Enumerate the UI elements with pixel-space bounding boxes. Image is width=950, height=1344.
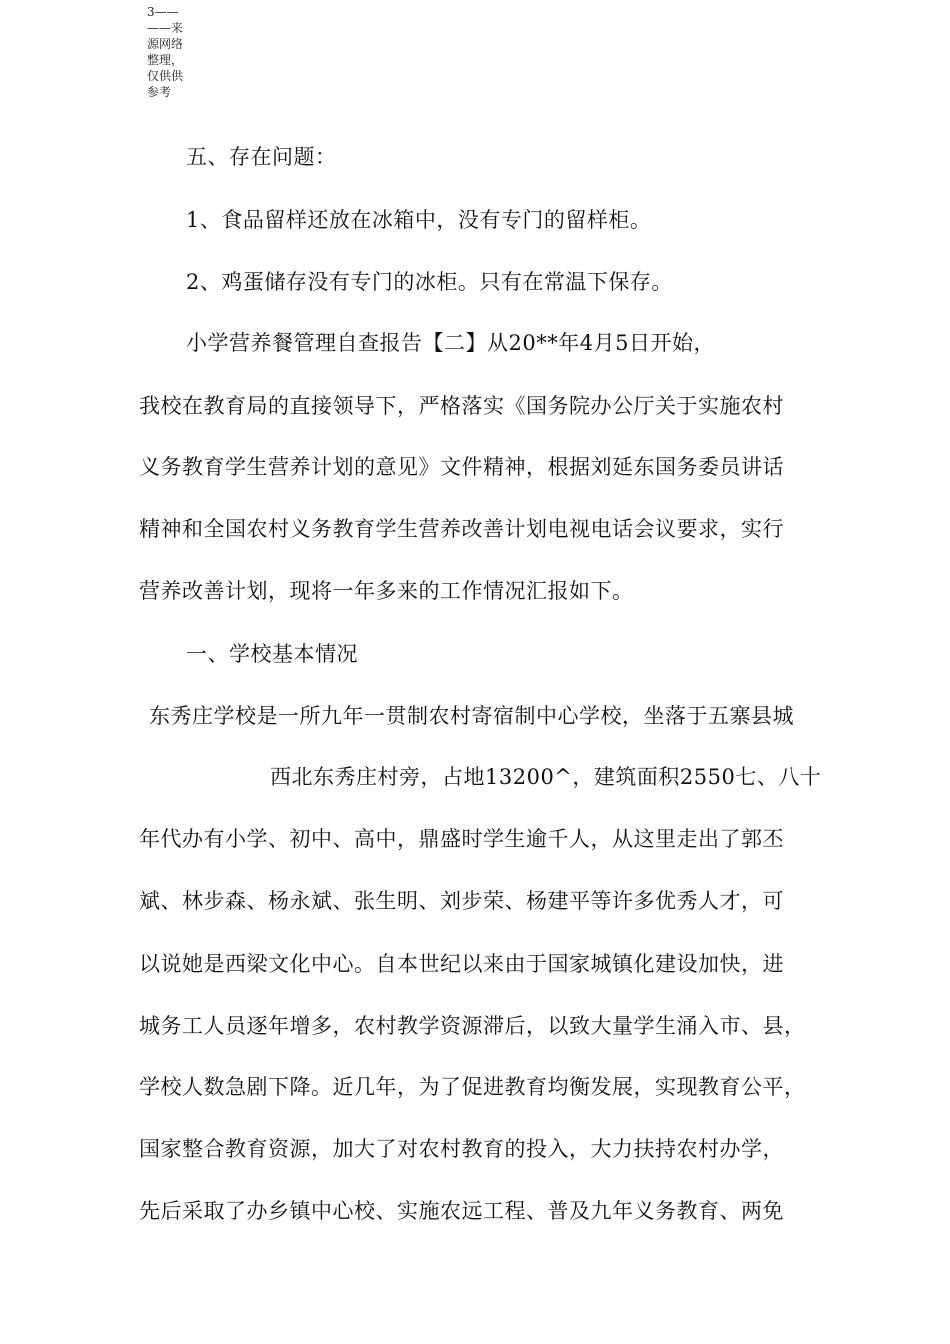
section-heading-school-basics: 一、学校基本情况: [186, 642, 358, 666]
body-line: 东秀庄学校是一所九年一贯制农村寄宿制中心学校，坐落于五寨县城: [149, 704, 794, 728]
heading-existing-problems: 五、存在问题：: [186, 145, 337, 169]
problem-item-2: 2、鸡蛋储存没有专门的冰柜。只有在常温下保存。: [186, 270, 673, 294]
body-line: 国家整合教育资源，加大了对农村教育的投入，大力扶持农村办学，: [139, 1137, 784, 1161]
body-line: 精神和全国农村义务教育学生营养改善计划电视电话会议要求，实行: [139, 517, 784, 541]
body-line: 营养改善计划，现将一年多来的工作情况汇报如下。: [139, 579, 634, 603]
body-line: 以说她是西梁文化中心。自本世纪以来由于国家城镇化建设加快，进: [139, 952, 784, 976]
body-line: 西北东秀庄村旁，占地13200^，建筑面积2550七、八十: [270, 765, 822, 789]
body-line: 学校人数急剧下降。近几年，为了促进教育均衡发展，实现教育公平，: [139, 1075, 806, 1099]
header-note: 3—— ——来 源网络 整理， 仅供供 参考: [147, 5, 184, 99]
body-line: 义务教育学生营养计划的意见》文件精神，根据刘延东国务委员讲话: [139, 455, 784, 479]
body-line: 先后采取了办乡镇中心校、实施农远工程、普及九年义务教育、两免: [139, 1199, 784, 1223]
body-line: 我校在教育局的直接领导下，严格落实《国务院办公厅关于实施农村: [139, 394, 784, 418]
body-line: 斌、林步森、杨永斌、张生明、刘步荣、杨建平等许多优秀人才，可: [139, 889, 784, 913]
problem-item-1: 1、食品留样还放在冰箱中，没有专门的留样柜。: [186, 208, 652, 232]
report-title-line: 小学营养餐管理自查报告【二】从20**年4月5日开始，: [186, 331, 715, 355]
body-line: 城务工人员逐年增多，农村教学资源滞后，以致大量学生涌入市、县，: [139, 1014, 806, 1038]
body-line: 年代办有小学、初中、高中，鼎盛时学生逾千人，从这里走出了郭丕: [139, 827, 784, 851]
